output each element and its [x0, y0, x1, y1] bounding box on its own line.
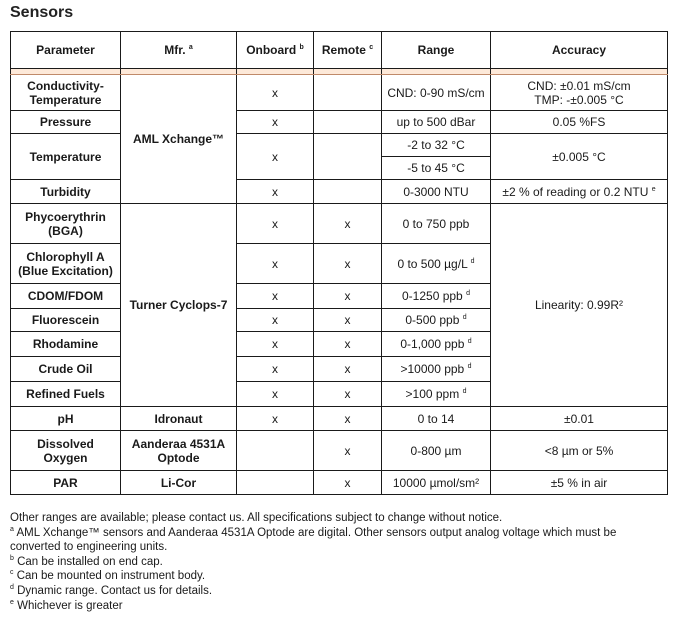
- remote-cell: x: [314, 357, 382, 382]
- parameter-cell: Turbidity: [11, 180, 121, 204]
- onboard-cell: x: [237, 407, 314, 431]
- range-cell: 0-800 µm: [382, 431, 491, 471]
- parameter-cell: Phycoerythrin (BGA): [11, 204, 121, 244]
- parameter-cell: Refined Fuels: [11, 382, 121, 407]
- header-parameter: Parameter: [11, 32, 121, 69]
- footnote-general: Other ranges are available; please contact us. All specifications subject to change without notice.: [10, 512, 503, 524]
- header-remote: Remote $^c$: [314, 32, 382, 69]
- onboard-cell: x: [237, 75, 314, 111]
- onboard-cell: x: [237, 309, 314, 332]
- remote-cell: [314, 180, 382, 204]
- range-cell: 0-1250 ppb $^d$: [382, 284, 491, 309]
- footnote-c: $^c$ Can be mounted on instrument body.: [10, 569, 206, 583]
- remote-cell: x: [314, 382, 382, 407]
- footnote-e: $^e$ Whichever is greater: [10, 598, 123, 612]
- header-row: [11, 32, 668, 69]
- range-cell: 0 to 750 ppb: [382, 204, 491, 244]
- footnote-ref: d: [462, 314, 467, 321]
- accuracy-cell: <8 µm or 5%: [491, 431, 668, 471]
- footnotes: [10, 511, 670, 613]
- accuracy-cell: CND: ±0.01 mS/cm TMP: -±0.005 °C: [491, 75, 668, 111]
- parameter-cell: Temperature: [11, 134, 121, 180]
- mfr-cell: Turner Cyclops-7: [121, 204, 237, 407]
- remote-cell: [314, 75, 382, 111]
- accuracy-cell: ±2 % of reading or 0.2 NTU $^e$: [491, 180, 668, 204]
- remote-cell: x: [314, 309, 382, 332]
- footnote-ref: d: [462, 388, 467, 395]
- footnote-ref: d: [470, 257, 475, 265]
- range-cell: >10000 ppb $^d$: [382, 357, 491, 382]
- table-row: [11, 111, 668, 134]
- mfr-cell: Aanderaa 4531A Optode: [121, 431, 237, 471]
- remote-cell: x: [314, 204, 382, 244]
- parameter-cell: pH: [11, 407, 121, 431]
- remote-cell: x: [314, 471, 382, 495]
- page-title: Sensors: [10, 4, 74, 21]
- onboard-cell: x: [237, 284, 314, 309]
- header-mfr: Mfr. $^a$: [121, 32, 237, 69]
- footnote-ref: d: [467, 338, 472, 345]
- parameter-cell: CDOM/FDOM: [11, 284, 121, 309]
- remote-cell: x: [314, 284, 382, 309]
- onboard-cell: x: [237, 382, 314, 407]
- parameter-cell: Crude Oil: [11, 357, 121, 382]
- table-row: [11, 204, 668, 244]
- table-row: [11, 134, 668, 157]
- accuracy-cell: 0.05 %FS: [491, 111, 668, 134]
- onboard-cell: x: [237, 180, 314, 204]
- mfr-cell: Li-Cor: [121, 471, 237, 495]
- parameter-cell: Chlorophyll A (Blue Excitation): [11, 244, 121, 284]
- table-row: [11, 407, 668, 431]
- parameter-cell: Fluorescein: [11, 309, 121, 332]
- mfr-cell: AML Xchange™: [121, 75, 237, 204]
- range-cell: 0 to 500 µg/L $^d$: [382, 244, 491, 284]
- range-cell: -5 to 45 °C: [382, 157, 491, 180]
- accuracy-cell: ±5 % in air: [491, 471, 668, 495]
- onboard-cell: x: [237, 357, 314, 382]
- remote-cell: x: [314, 431, 382, 471]
- footnote-d: $^d$ Dynamic range. Contact us for details.: [10, 584, 213, 597]
- footnote-ref: e: [651, 185, 656, 193]
- header-onboard: Onboard $^b$: [237, 32, 314, 69]
- remote-cell: [314, 134, 382, 180]
- range-cell: CND: 0-90 mS/cm: [382, 75, 491, 111]
- footnote-ref: c: [369, 44, 374, 51]
- onboard-cell: x: [237, 111, 314, 134]
- parameter-cell: PAR: [11, 471, 121, 495]
- range-cell: >100 ppm $^d$: [382, 382, 491, 407]
- range-cell: up to 500 dBar: [382, 111, 491, 134]
- onboard-cell: [237, 471, 314, 495]
- header-range: Range: [382, 32, 491, 69]
- accuracy-cell: Linearity: 0.99R²: [491, 204, 668, 407]
- footnote-b: $^b$ Can be installed on end cap.: [10, 554, 163, 568]
- footnote-a: $^a$ AML Xchange™ sensors and Aanderaa 4531A Optode are digital. Other sensors output analog voltage which must be: [10, 525, 617, 539]
- onboard-cell: x: [237, 332, 314, 357]
- accuracy-cell: ±0.005 °C: [491, 134, 668, 180]
- footnote-ref: d: [467, 363, 472, 370]
- range-cell: 0-500 ppb $^d$: [382, 309, 491, 332]
- parameter-cell: Conductivity-Temperature: [11, 75, 121, 111]
- table-row: [11, 180, 668, 204]
- accuracy-cell: ±0.01: [491, 407, 668, 431]
- range-cell: 0-1,000 ppb $^d$: [382, 332, 491, 357]
- onboard-cell: x: [237, 204, 314, 244]
- range-cell: -2 to 32 °C: [382, 134, 491, 157]
- range-cell: 0-3000 NTU: [382, 180, 491, 204]
- parameter-cell: Rhodamine: [11, 332, 121, 357]
- mfr-cell: Idronaut: [121, 407, 237, 431]
- footnote-ref: d: [466, 290, 470, 297]
- header-accuracy: Accuracy: [491, 32, 668, 69]
- parameter-cell: Pressure: [11, 111, 121, 134]
- footnote-ref: b: [299, 44, 304, 51]
- onboard-cell: [237, 431, 314, 471]
- range-cell: 0 to 14: [382, 407, 491, 431]
- onboard-cell: x: [237, 244, 314, 284]
- sensors-table: [10, 31, 668, 495]
- table-row: [11, 431, 668, 471]
- remote-cell: x: [314, 407, 382, 431]
- footnote-ref: a: [188, 44, 193, 51]
- remote-cell: x: [314, 244, 382, 284]
- footnote-a-continued: converted to engineering units.: [10, 541, 168, 554]
- remote-cell: x: [314, 332, 382, 357]
- onboard-cell: x: [237, 134, 314, 180]
- table-row: [11, 471, 668, 495]
- range-cell: 10000 µmol/sm²: [382, 471, 491, 495]
- table-row: [11, 75, 668, 111]
- remote-cell: [314, 111, 382, 134]
- parameter-cell: Dissolved Oxygen: [11, 431, 121, 471]
